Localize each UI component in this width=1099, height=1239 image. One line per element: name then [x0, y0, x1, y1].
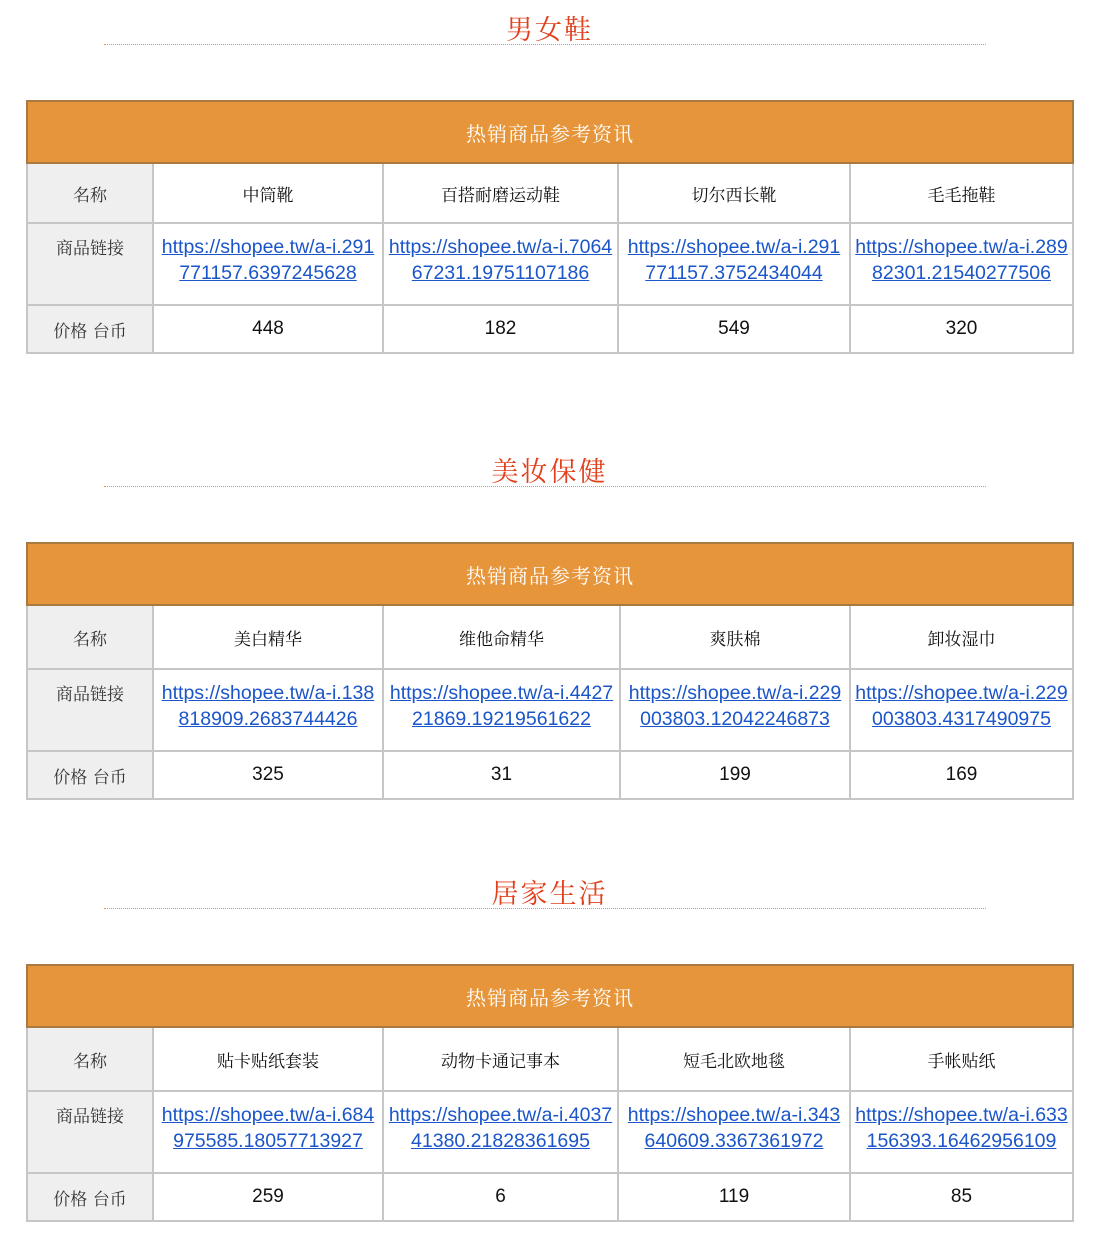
section-title: 居家生活	[491, 879, 608, 910]
product-name: 动物卡通记事本	[383, 1027, 618, 1091]
product-price: 31	[383, 751, 620, 799]
product-link[interactable]: https://shopee.tw/a-i.706467231.19751107186	[388, 236, 613, 284]
table-row	[27, 1091, 1073, 1173]
product-price: 549	[618, 305, 850, 353]
section-title: 男女鞋	[506, 15, 593, 46]
product-table	[26, 542, 1074, 800]
product-link[interactable]: https://shopee.tw/a-i.684975585.18057713927	[161, 1104, 375, 1152]
product-table	[26, 964, 1074, 1222]
product-link[interactable]: https://shopee.tw/a-i.229003803.4317490975	[855, 682, 1068, 730]
row-label-price: 价格 台币	[27, 1173, 153, 1221]
product-name: 毛毛拖鞋	[850, 163, 1073, 223]
product-name: 手帐贴纸	[850, 1027, 1073, 1091]
product-price: 448	[153, 305, 383, 353]
table-row	[27, 305, 1073, 353]
table-header: 热销商品参考资讯	[27, 101, 1073, 163]
row-label-name: 名称	[27, 1027, 153, 1091]
row-label-link: 商品链接	[27, 669, 153, 751]
product-table	[26, 100, 1074, 354]
product-link[interactable]: https://shopee.tw/a-i.138818909.2683744426	[161, 682, 375, 730]
product-link[interactable]: https://shopee.tw/a-i.633156393.16462956109	[855, 1104, 1068, 1152]
product-price: 320	[850, 305, 1073, 353]
product-name: 美白精华	[153, 605, 383, 669]
product-price: 325	[153, 751, 383, 799]
product-name: 爽肤棉	[620, 605, 850, 669]
section-divider	[104, 908, 986, 909]
section-divider	[104, 44, 986, 45]
row-label-link: 商品链接	[27, 1091, 153, 1173]
table-header: 热销商品参考资讯	[27, 543, 1073, 605]
product-link[interactable]: https://shopee.tw/a-i.343640609.3367361972	[627, 1104, 841, 1152]
table-row	[27, 669, 1073, 751]
row-label-price: 价格 台币	[27, 751, 153, 799]
row-label-name: 名称	[27, 163, 153, 223]
section-title: 美妆保健	[491, 457, 608, 488]
product-price: 119	[618, 1173, 850, 1221]
product-link[interactable]: https://shopee.tw/a-i.291771157.3752434044	[627, 236, 841, 284]
section-divider	[104, 486, 986, 487]
table-row	[27, 1173, 1073, 1221]
table-row	[27, 223, 1073, 305]
product-name: 贴卡贴纸套装	[153, 1027, 383, 1091]
product-price: 182	[383, 305, 618, 353]
product-price: 199	[620, 751, 850, 799]
product-link[interactable]: https://shopee.tw/a-i.291771157.6397245628	[161, 236, 375, 284]
product-name: 中筒靴	[153, 163, 383, 223]
product-link[interactable]: https://shopee.tw/a-i.28982301.21540277506	[855, 236, 1068, 284]
table-row	[27, 1027, 1073, 1091]
row-label-price: 价格 台币	[27, 305, 153, 353]
product-name: 短毛北欧地毯	[618, 1027, 850, 1091]
product-name: 卸妆湿巾	[850, 605, 1073, 669]
product-name: 百搭耐磨运动鞋	[383, 163, 618, 223]
row-label-link: 商品链接	[27, 223, 153, 305]
product-price: 85	[850, 1173, 1073, 1221]
product-link[interactable]: https://shopee.tw/a-i.403741380.21828361695	[388, 1104, 613, 1152]
product-price: 169	[850, 751, 1073, 799]
table-row	[27, 163, 1073, 223]
product-price: 259	[153, 1173, 383, 1221]
table-header: 热销商品参考资讯	[27, 965, 1073, 1027]
table-row	[27, 605, 1073, 669]
product-link[interactable]: https://shopee.tw/a-i.442721869.19219561622	[389, 682, 614, 730]
product-name: 维他命精华	[383, 605, 620, 669]
row-label-name: 名称	[27, 605, 153, 669]
product-name: 切尔西长靴	[618, 163, 850, 223]
table-row	[27, 751, 1073, 799]
product-price: 6	[383, 1173, 618, 1221]
product-link[interactable]: https://shopee.tw/a-i.229003803.12042246873	[628, 682, 842, 730]
